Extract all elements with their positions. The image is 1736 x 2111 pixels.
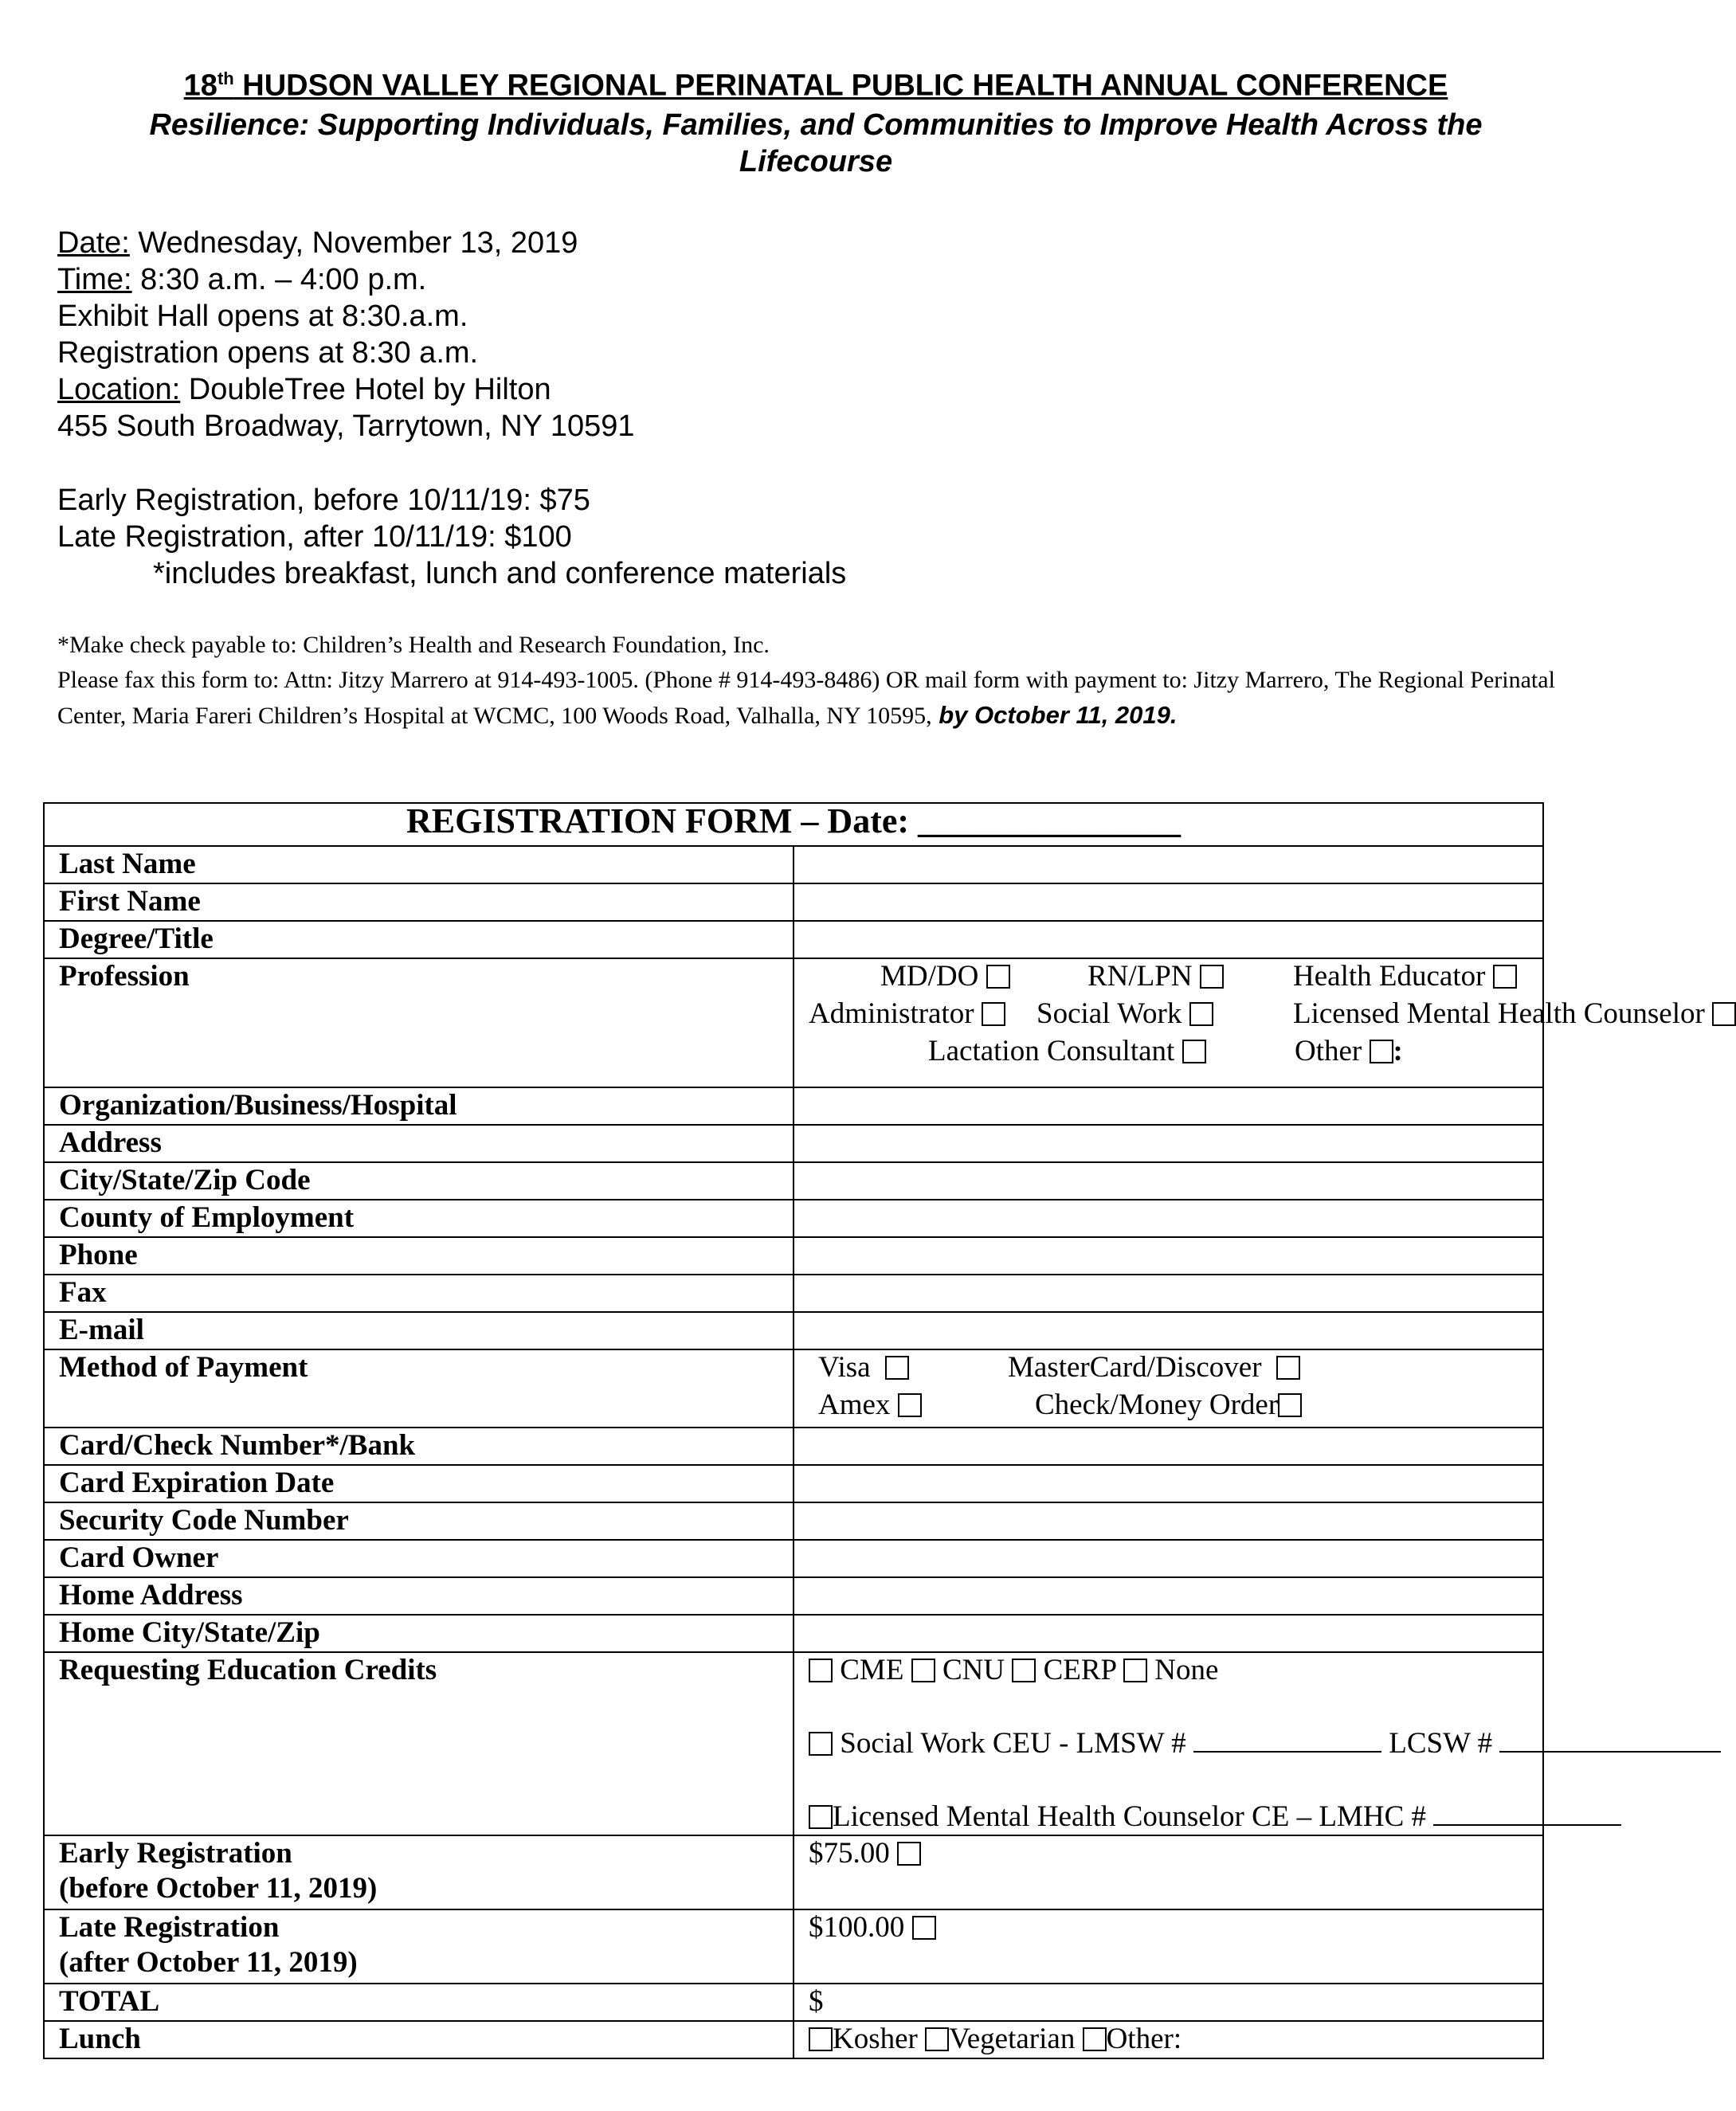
cme-label: CME bbox=[840, 1654, 904, 1686]
option-visa[interactable] bbox=[818, 1350, 909, 1385]
administrator-checkbox[interactable] bbox=[982, 1002, 1005, 1026]
option-social-work[interactable] bbox=[1037, 997, 1213, 1032]
phone-label: Phone bbox=[44, 1237, 794, 1275]
education-credits-label: Requesting Education Credits bbox=[44, 1652, 794, 1835]
time-label: Time: bbox=[57, 263, 132, 296]
option-mastercard[interactable] bbox=[1008, 1350, 1300, 1385]
md-do-label: MD/DO bbox=[880, 960, 979, 993]
fax-note-text: Please fax this form to: Attn: Jitzy Marrero at 914-493-1005. (Phone # 914-493-8486) OR mail form with payment to: Jitzy Marrero, The Regional Perinatal Center, Maria Fareri Children’s Hospital at WCMC, 100 Woods Road, Valhalla, NY 10595, bbox=[57, 667, 1555, 729]
expiration-field[interactable] bbox=[794, 1465, 1543, 1502]
county-label: County of Employment bbox=[44, 1200, 794, 1237]
late-registration-checkbox[interactable] bbox=[912, 1916, 936, 1940]
kosher-checkbox[interactable] bbox=[809, 2027, 833, 2051]
email-label: E-mail bbox=[44, 1312, 794, 1349]
conference-subtitle: Resilience: Supporting Individuals, Families, and Communities to Improve Health Across the Lifecourse bbox=[149, 108, 1483, 178]
home-address-field[interactable] bbox=[794, 1577, 1543, 1615]
fee-includes: *includes breakfast, lunch and conference materials bbox=[153, 557, 847, 590]
card-owner-field[interactable] bbox=[794, 1540, 1543, 1577]
email-field[interactable] bbox=[794, 1312, 1543, 1349]
total-field[interactable]: $ bbox=[794, 1984, 1543, 2021]
lunch-options bbox=[794, 2021, 1543, 2058]
payment-notes bbox=[57, 628, 1563, 734]
location-label: Location: bbox=[57, 373, 181, 406]
option-other-profession[interactable] bbox=[1295, 1034, 1403, 1069]
profession-options bbox=[794, 958, 1705, 1087]
security-code-label: Security Code Number bbox=[44, 1502, 794, 1540]
deadline-note: by October 11, 2019. bbox=[931, 701, 1178, 729]
other-profession-colon: : bbox=[1393, 1035, 1403, 1067]
title-text: HUDSON VALLEY REGIONAL PERINATAL PUBLIC HEALTH ANNUAL CONFERENCE bbox=[242, 69, 1448, 103]
lmhc-label: Licensed Mental Health Counselor bbox=[1293, 997, 1705, 1030]
late-registration-deadline: (after October 11, 2019) bbox=[59, 1946, 358, 1979]
lmhc-ce-checkbox[interactable] bbox=[809, 1805, 833, 1829]
late-amount: $100.00 bbox=[809, 1911, 905, 1944]
amex-label: Amex bbox=[818, 1388, 891, 1421]
check-checkbox[interactable] bbox=[1278, 1393, 1302, 1417]
option-health-educator[interactable] bbox=[1293, 959, 1517, 994]
md-do-checkbox[interactable] bbox=[986, 965, 1010, 989]
date-value: Wednesday, November 13, 2019 bbox=[129, 226, 578, 260]
late-registration-label bbox=[44, 1909, 794, 1984]
check-label: Check/Money Order bbox=[1035, 1388, 1279, 1421]
home-city-label: Home City/State/Zip bbox=[44, 1615, 794, 1652]
payment-options bbox=[794, 1349, 1543, 1428]
mastercard-label: MasterCard/Discover bbox=[1008, 1351, 1262, 1384]
option-md-do[interactable] bbox=[880, 959, 1010, 994]
cnu-checkbox[interactable] bbox=[911, 1659, 935, 1682]
option-administrator[interactable] bbox=[809, 997, 1005, 1032]
amex-checkbox[interactable] bbox=[898, 1393, 922, 1417]
card-owner-label: Card Owner bbox=[44, 1540, 794, 1577]
last-name-field[interactable] bbox=[794, 846, 1543, 883]
credit-row-2 bbox=[809, 1726, 1542, 1761]
city-state-zip-field[interactable] bbox=[794, 1162, 1543, 1200]
cnu-label: CNU bbox=[942, 1654, 1005, 1686]
early-fee: Early Registration, before 10/11/19: $75 bbox=[57, 484, 590, 517]
registration-open-line: Registration opens at 8:30 a.m. bbox=[57, 336, 479, 370]
cerp-checkbox[interactable] bbox=[1012, 1659, 1036, 1682]
health-educator-label: Health Educator bbox=[1293, 960, 1486, 993]
organization-field[interactable] bbox=[794, 1087, 1543, 1125]
early-amount: $75.00 bbox=[809, 1837, 890, 1870]
expiration-label: Card Expiration Date bbox=[44, 1465, 794, 1502]
phone-field[interactable] bbox=[794, 1237, 1543, 1275]
exhibit-line: Exhibit Hall opens at 8:30.a.m. bbox=[57, 300, 468, 333]
early-registration-checkbox[interactable] bbox=[897, 1842, 921, 1866]
rn-lpn-checkbox[interactable] bbox=[1200, 965, 1224, 989]
early-registration-deadline: (before October 11, 2019) bbox=[59, 1872, 378, 1905]
credit-row-3 bbox=[809, 1800, 1542, 1835]
late-fee: Late Registration, after 10/11/19: $100 bbox=[57, 520, 572, 554]
option-rn-lpn[interactable] bbox=[1087, 959, 1224, 994]
lactation-label: Lactation Consultant bbox=[928, 1035, 1175, 1067]
address-line: 455 South Broadway, Tarrytown, NY 10591 bbox=[57, 409, 635, 443]
first-name-label: First Name bbox=[44, 883, 794, 921]
kosher-label: Kosher bbox=[833, 2023, 918, 2055]
lmsw-number-field[interactable] bbox=[1193, 1727, 1381, 1753]
event-info bbox=[57, 225, 635, 445]
visa-label: Visa bbox=[818, 1351, 871, 1384]
card-number-label: Card/Check Number*/Bank bbox=[44, 1428, 794, 1465]
date-line bbox=[57, 225, 635, 261]
payment-method-label: Method of Payment bbox=[44, 1349, 794, 1428]
option-lactation-consultant[interactable] bbox=[928, 1034, 1206, 1069]
address-label: Address bbox=[44, 1125, 794, 1162]
other-profession-label: Other bbox=[1295, 1035, 1362, 1067]
date-label: Date: bbox=[57, 226, 130, 260]
rn-lpn-label: RN/LPN bbox=[1087, 960, 1193, 993]
card-number-field[interactable] bbox=[794, 1428, 1543, 1465]
option-lmhc[interactable] bbox=[1293, 997, 1736, 1032]
title-ordinal: 18 bbox=[183, 69, 217, 103]
administrator-label: Administrator bbox=[809, 997, 974, 1030]
first-name-field[interactable] bbox=[794, 883, 1543, 921]
location-value: DoubleTree Hotel by Hilton bbox=[180, 373, 551, 406]
other-profession-checkbox[interactable] bbox=[1370, 1040, 1393, 1063]
total-label: TOTAL bbox=[44, 1984, 794, 2021]
early-registration-title: Early Registration bbox=[59, 1837, 292, 1870]
vegetarian-label: Vegetarian bbox=[949, 2023, 1076, 2055]
address-field[interactable] bbox=[794, 1125, 1543, 1162]
cme-checkbox[interactable] bbox=[809, 1659, 833, 1682]
visa-checkbox[interactable] bbox=[885, 1356, 909, 1380]
form-title: REGISTRATION FORM – Date: _______________ bbox=[44, 803, 1543, 846]
social-work-ceu-label: Social Work CEU - LMSW # bbox=[840, 1727, 1186, 1760]
fax-label: Fax bbox=[44, 1275, 794, 1312]
home-address-label: Home Address bbox=[44, 1577, 794, 1615]
fax-note bbox=[57, 663, 1563, 734]
other-lunch-checkbox[interactable] bbox=[1083, 2027, 1107, 2051]
title-ordinal-suffix: th bbox=[217, 69, 234, 88]
degree-title-label: Degree/Title bbox=[44, 921, 794, 958]
early-registration-label bbox=[44, 1835, 794, 1909]
option-amex[interactable] bbox=[818, 1388, 922, 1423]
cerp-label: CERP bbox=[1043, 1654, 1116, 1686]
conference-title bbox=[0, 69, 1632, 104]
early-registration-option[interactable] bbox=[794, 1835, 1543, 1909]
lmhc-number-field[interactable] bbox=[1433, 1800, 1621, 1826]
lcsw-label: LCSW # bbox=[1389, 1727, 1493, 1760]
location-line bbox=[57, 371, 635, 408]
social-work-ceu-checkbox[interactable] bbox=[809, 1732, 833, 1756]
lcsw-number-field[interactable] bbox=[1499, 1727, 1721, 1753]
check-note: *Make check payable to: Children’s Health and Research Foundation, Inc. bbox=[57, 632, 770, 658]
time-value: 8:30 a.m. – 4:00 p.m. bbox=[131, 263, 427, 296]
city-state-zip-label: City/State/Zip Code bbox=[44, 1162, 794, 1200]
option-check[interactable] bbox=[1035, 1388, 1302, 1423]
organization-label: Organization/Business/Hospital bbox=[44, 1087, 794, 1125]
late-registration-title: Late Registration bbox=[59, 1911, 280, 1944]
education-credits-options bbox=[794, 1652, 1543, 1835]
last-name-label: Last Name bbox=[44, 846, 794, 883]
county-field[interactable] bbox=[794, 1200, 1543, 1237]
none-label: None bbox=[1154, 1654, 1219, 1686]
fax-field[interactable] bbox=[794, 1275, 1543, 1312]
lmhc-checkbox[interactable] bbox=[1712, 1002, 1736, 1026]
lunch-label: Lunch bbox=[44, 2021, 794, 2058]
none-checkbox[interactable] bbox=[1123, 1659, 1147, 1682]
vegetarian-checkbox[interactable] bbox=[925, 2027, 949, 2051]
late-registration-option[interactable] bbox=[794, 1909, 1543, 1984]
health-educator-checkbox[interactable] bbox=[1493, 965, 1517, 989]
home-city-field[interactable] bbox=[794, 1615, 1543, 1652]
security-code-field[interactable] bbox=[794, 1502, 1543, 1540]
credit-row-1 bbox=[809, 1653, 1542, 1688]
social-work-label: Social Work bbox=[1037, 997, 1182, 1030]
registration-form bbox=[43, 801, 1705, 2059]
time-line bbox=[57, 261, 635, 298]
profession-label: Profession bbox=[44, 958, 794, 1087]
social-work-checkbox[interactable] bbox=[1189, 1002, 1213, 1026]
other-lunch-label: Other: bbox=[1106, 2023, 1182, 2055]
fees-info bbox=[57, 482, 846, 592]
degree-title-field[interactable] bbox=[794, 921, 1543, 958]
mastercard-checkbox[interactable] bbox=[1276, 1356, 1300, 1380]
lactation-checkbox[interactable] bbox=[1182, 1040, 1206, 1063]
lmhc-ce-label: Licensed Mental Health Counselor CE – LMHC # bbox=[833, 1800, 1427, 1833]
